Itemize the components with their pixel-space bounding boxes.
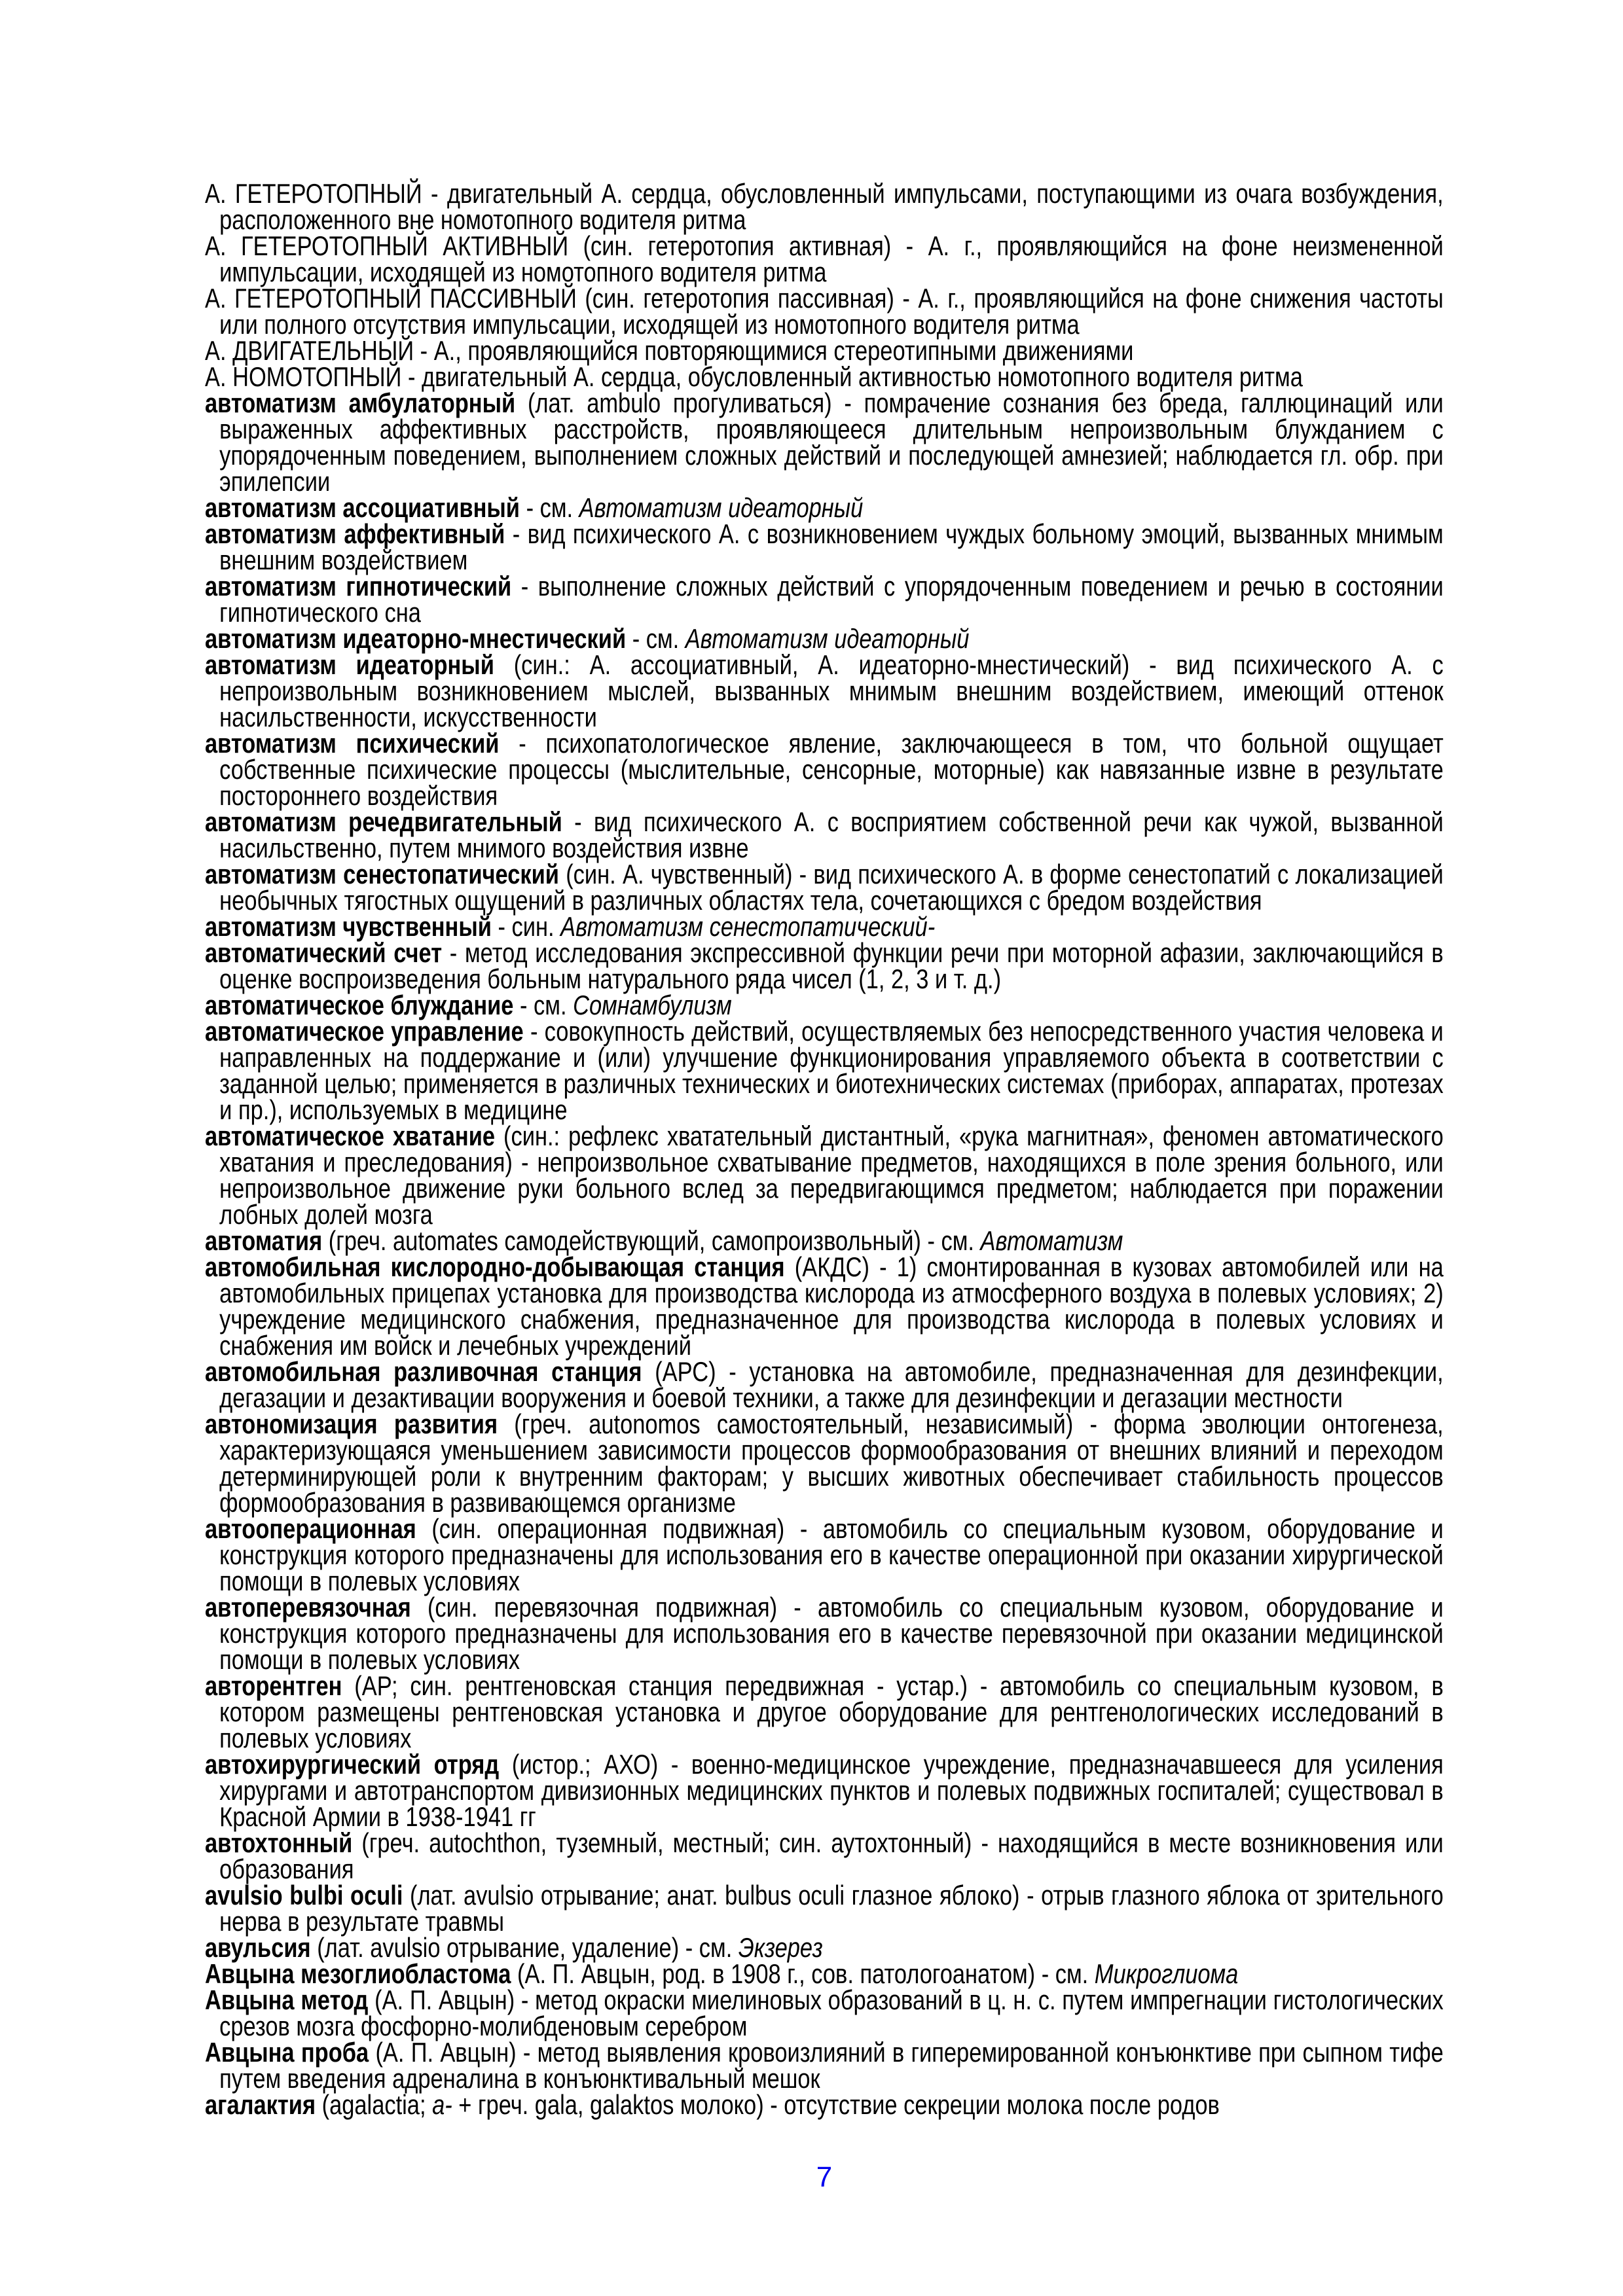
page-footer [205,2163,1444,2192]
entry-definition: (греч. autochthon, туземный, местный; син. аутохтонный) - находящийся в месте возникновения или образования [219,1827,1444,1884]
entry-definition: А. ГЕТЕРОТОПНЫЙ АКТИВНЫЙ (син. гетеротопия активная) - А. г., проявляющийся на фоне неизмененной импульсации, исходящей из номотопного водителя ритма [205,230,1444,287]
dictionary-entry [205,492,1444,523]
dictionary-entry [205,1225,1444,1256]
entry-term: Авцына проба [205,2037,369,2068]
dictionary-entry [205,230,1444,287]
entry-definition: - совокупность действий, осуществляемых без непосредственного участия человека и направленных на поддержание и (или) улучшение функционирования управляемого объекта в соответствии с заданной целью; применяется в различных технических и биотехнических системах (приборах, аппаратах, протезах и пр.), используемых в медицине [219,1016,1444,1125]
entry-cross-reference: Экзерез [738,1932,823,1963]
entry-cross-reference: Автоматизм [980,1225,1123,1256]
entry-cross-reference: Автоматизм сенестопатический- [560,911,936,942]
entry-definition: (лат. ambulo прогуливаться) - помрачение сознания без бреда, галлюцинаций или выраженных аффективных расстройств, проявляющееся длительным непроизвольным блужданием с упорядоченным поведением, выполнением сложных действий и последующей амнезией; наблюдается гл. обр. при эпилепсии [219,387,1444,497]
dictionary-entry [205,1594,1444,1673]
entry-term: Авцына метод [205,1984,369,2015]
entry-definition: (лат. avulsio отрывание, удаление) - см. [310,1932,739,1963]
entry-definition: (греч. automates самодействующий, самопроизвольный) - см. [322,1225,981,1256]
entry-definition: А. ГЕТЕРОТОПНЫЙ ПАССИВНЫЙ (син. гетеротопия пассивная) - А. г., проявляющийся на фоне снижения частоты или полного отсутствия импульсации, исходящей из номотопного водителя ритма [205,283,1444,340]
entry-term: автономизация развития [205,1408,498,1439]
dictionary-entry [205,361,1444,392]
entry-term: автооперационная [205,1513,416,1544]
entry-definition: А. ДВИГАТЕЛЬНЫЙ - А., проявляющийся повторяющимися стереотипными движениями [205,335,1134,366]
entry-definition: - метод исследования экспрессивной функции речи при моторной афазии, заключающийся в оценке воспроизведения больным натурального ряда чисел (1, 2, 3 и т. д.) [219,937,1444,994]
entry-definition: - см. [626,623,685,654]
entry-term: автомобильная кислородно-добывающая станция [205,1251,785,1282]
dictionary-entry [205,649,1444,732]
entry-definition: (син. А. чувственный) - вид психического А. в форме сенестопатий с локализацией необычных тягостных ощущений в различных областях тела, сочетающихся с бредом воздействия [219,859,1444,916]
dictionary-entry [205,1251,1444,1361]
dictionary-entry [205,1827,1444,1884]
entry-definition: - выполнение сложных действий с упорядоченным поведением и речью в состоянии гипнотического сна [219,571,1444,628]
entry-definition: - син. [491,911,561,942]
dictionary-entry [205,992,1444,1018]
dictionary-entry [205,1882,1444,1935]
dictionary-entry [205,937,1444,994]
entry-term: Авцына мезоглиобластома [205,1958,511,1989]
entry-term: автоматическое блуждание [205,990,514,1020]
entry-term: автохирургический отряд [205,1749,500,1780]
entry-definition: (истор.; АХО) - военно-медицинское учреждение, предназначавшееся для усиления хирургами и автотранспортом дивизионных медицинских пунктов и полевых подвижных госпиталей; существовал в Красной Армии в 1938-1941 гг [219,1749,1444,1832]
entry-term: автоматия [205,1225,323,1256]
entry-term: авульсия [205,1932,311,1963]
entry-term: автоматизм аффективный [205,518,505,549]
entry-definition: (син.: А. ассоциативный, А. идеаторно-мнестический) - вид психического А. с непроизвольным возникновением мыслей, вызванных мнимым внешним воздействием, имеющий оттенок насильственности, искусственности [219,649,1444,732]
entry-term: автоматизм идеаторно-мнестический [205,623,627,654]
entry-term: агалактия [205,2089,316,2120]
dictionary-entry [205,285,1444,338]
entry-definition: (АРС) - установка на автомобиле, предназначенная для дезинфекции, дегазации и дезактивации вооружения и боевой техники, а также для дезинфекции и дегазации местности [219,1356,1444,1413]
entry-term: автоматизм речедвигательный [205,806,562,837]
dictionary-entry [205,1408,1444,1518]
dictionary-entry [205,2039,1444,2092]
dictionary-entry [205,1018,1444,1123]
entry-definition: (греч. autonomos самостоятельный, независимый) - форма эволюции онтогенеза, характеризующаяся уменьшением зависимости процессов формообразования от внешних влияний и переходом детерминирующей роли к внутренним факторам; у высших животных обеспечивает стабильность процессов формообразования в развивающемся организме [219,1408,1444,1518]
entry-term: автоматическое хватание [205,1121,496,1151]
dictionary-entry [205,1984,1444,2041]
entry-definition: (син.: рефлекс хватательный дистантный, «рука магнитная», феномен автоматического хватания и преследования) - непроизвольное схватывание предметов, находящихся в поле зрения больного, или непроизвольное движение руки больного вслед за передвигающимся предметом; наблюдается при поражении лобных долей мозга [219,1121,1444,1230]
entry-term: автоматизм ассоциативный [205,492,520,523]
dictionary-entry [205,1958,1444,1989]
entry-definition: - см. [513,990,574,1020]
entry-term: автоматический счет [205,937,443,968]
dictionary-entry [205,861,1444,914]
dictionary-entry [205,2089,1444,2120]
entry-definition: (син. перевязочная подвижная) - автомобиль со специальным кузовом, оборудование и конструкция которого предназначены для использования его в качестве перевязочной при оказании медицинской помощи в полевых условиях [219,1592,1444,1675]
entry-cross-reference: Автоматизм идеаторный [579,492,864,523]
entry-term: авторентген [205,1670,342,1701]
entry-term: автоматизм чувственный [205,911,492,942]
entry-cross-reference: Микроглиома [1094,1958,1239,1989]
entry-definition: + греч. gala, galaktos молоко) - отсутствие секреции молока после родов [452,2089,1220,2120]
entry-definition: (А. П. Авцын, род. в 1908 г., сов. патологоанатом) - см. [511,1958,1095,1989]
entry-definition: (лат. avulsio отрывание; анат. bulbus oculi глазное яблоко) - отрыв глазного яблока от зрительного нерва в результате травмы [219,1880,1444,1937]
entry-definition: - вид психического А. с восприятием собственной речи как чужой, вызванной насильственно, путем мнимого воздействия извне [219,806,1444,863]
entry-definition: (АР; син. рентгеновская станция передвижная - устар.) - автомобиль со специальным кузовом, в котором размещены рентгеновская установка и другое оборудование для рентгенологических исследований в полевых условиях [219,1670,1444,1753]
entry-term: автоматизм амбулаторный [205,387,516,418]
entry-definition: (А. П. Авцын) - метод выявления кровоизлияний в гиперемированной конъюнктиве при сыпном тифе путем введения адреналина в конъюнктивальный мешок [219,2037,1444,2094]
dictionary-entry [205,573,1444,626]
dictionary-entry [205,911,1444,942]
entry-definition: - вид психического А. с возникновением чуждых больному эмоций, вызванных мнимым внешним воздействием [219,518,1444,575]
dictionary-entry [205,730,1444,809]
entry-term: автоматизм идеаторный [205,649,494,680]
entry-definition: (А. П. Авцын) - метод окраски миелиновых образований в ц. н. с. путем импрегнации гистологических срезов мозга фосфорно-молибденовым серебром [219,1984,1444,2041]
entry-definition: А. НОМОТОПНЫЙ - двигательный А. сердца, обусловленный активностью номотопного водителя ритма [205,361,1303,392]
entry-term: автоперевязочная [205,1592,411,1623]
dictionary-entry [205,387,1444,497]
entry-term: avulsio bulbi oculi [205,1880,403,1910]
entry-cross-reference: a- [432,2089,452,2120]
dictionary-entry [205,335,1444,366]
entry-definition: - см. [519,492,579,523]
page-number: 7 [816,2161,833,2193]
entry-cross-reference: Автоматизм идеаторный [685,623,970,654]
entry-definition: - психопатологическое явление, заключающееся в том, что больной ощущает собственные психические процессы (мыслительные, сенсорные, моторные) как навязанные извне в результате постороннего воздействия [219,728,1444,811]
entry-term: автоматизм гипнотический [205,571,512,601]
entry-definition: А. ГЕТЕРОТОПНЫЙ - двигательный А. сердца, обусловленный импульсами, поступающими из очага возбуждения, расположенного вне номотопного водителя ритма [205,178,1444,235]
entry-term: автоматизм сенестопатический [205,859,559,889]
entry-term: автомобильная разливочная станция [205,1356,642,1387]
entry-definition: (син. операционная подвижная) - автомобиль со специальным кузовом, оборудование и конструкция которого предназначены для использования его в качестве операционной при оказании хирургической помощи в полевых условиях [219,1513,1444,1596]
dictionary-entry [205,1356,1444,1413]
dictionary-entries [205,178,1444,2120]
entry-term: автоматизм психический [205,728,500,759]
entry-cross-reference: Сомнамбулизм [573,990,732,1020]
dictionary-entry [205,623,1444,654]
entry-definition: (agalactia; [316,2089,433,2120]
entry-term: автохтонный [205,1827,353,1858]
dictionary-entry [205,1670,1444,1753]
dictionary-entry [205,1513,1444,1596]
dictionary-entry [205,1751,1444,1830]
dictionary-entry [205,1932,1444,1963]
entry-term: автоматическое управление [205,1016,524,1047]
dictionary-entry [205,806,1444,863]
dictionary-entry [205,178,1444,235]
entry-definition: (АКДС) - 1) смонтированная в кузовах автомобилей или на автомобильных прицепах установка для производства кислорода из атмосферного воздуха в полевых условиях; 2) учреждение медицинского снабжения, предназначенное для производства кислорода в полевых условиях и снабжения им войск и лечебных учреждений [219,1251,1444,1361]
dictionary-entry [205,518,1444,575]
dictionary-entry [205,1123,1444,1228]
